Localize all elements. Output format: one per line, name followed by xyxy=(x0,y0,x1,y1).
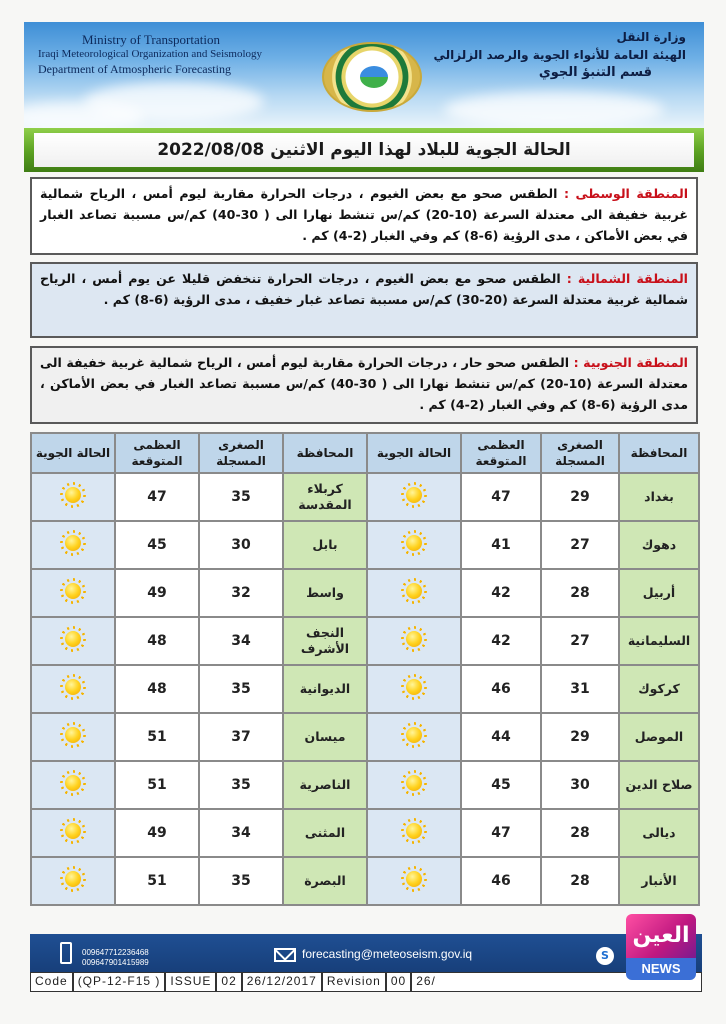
table-row xyxy=(31,857,699,905)
max-temp-cell: 42 xyxy=(461,569,541,617)
organization-line-ar: الهيئة العامة للأنواء الجوية والرصد الزلزالي xyxy=(433,48,686,62)
news-watermark-logo xyxy=(626,914,696,984)
table-row xyxy=(31,713,699,761)
governorate-cell: الناصرية xyxy=(283,761,367,809)
header-max: العظمى المتوقعة xyxy=(115,433,199,473)
max-temp-cell: 47 xyxy=(461,473,541,521)
governorate-cell: دهوك xyxy=(619,521,699,569)
max-temp-cell: 45 xyxy=(461,761,541,809)
header-banner xyxy=(24,22,704,128)
sun-icon xyxy=(60,626,86,652)
governorate-cell: كركوك xyxy=(619,665,699,713)
min-temp-cell: 30 xyxy=(199,521,283,569)
table-row xyxy=(31,473,699,521)
issue-value: 02 xyxy=(217,973,242,991)
issue-date: 26/12/2017 xyxy=(243,973,323,991)
governorate-cell: ميسان xyxy=(283,713,367,761)
min-temp-cell: 34 xyxy=(199,809,283,857)
header-max: العظمى المتوقعة xyxy=(461,433,541,473)
forecast-south xyxy=(30,346,698,424)
sun-icon xyxy=(401,482,427,508)
max-temp-cell: 51 xyxy=(115,713,199,761)
sun-icon xyxy=(60,674,86,700)
sun-icon xyxy=(60,818,86,844)
weather-cell xyxy=(367,569,461,617)
max-temp-cell: 48 xyxy=(115,617,199,665)
table-row xyxy=(31,521,699,569)
ministry-line: Ministry of Transportation xyxy=(82,32,220,47)
max-temp-cell: 47 xyxy=(461,809,541,857)
sun-icon xyxy=(401,866,427,892)
sun-icon xyxy=(60,578,86,604)
region-name: المنطقة الشمالية : xyxy=(566,271,688,286)
weather-cell xyxy=(31,521,115,569)
weather-cell xyxy=(31,809,115,857)
header-min: الصغرى المسجلة xyxy=(199,433,283,473)
region-text: الطقس صحو حار ، درجات الحرارة مقاربة ليوم أمس ، الرياح شمالية غربية خفيفة الى معتدلة السرعة (10-20) كم/س تنشط نهارا الى ( 30-40) كم/س مسببة تصاعد الغبار في بعض الأماكن ، مدى الرؤية (6-8) كم وفي الغبار (2-4) كم . xyxy=(40,355,688,412)
min-temp-cell: 28 xyxy=(541,809,619,857)
department-line: Department of Atmospheric Forecasting xyxy=(38,62,231,76)
max-temp-cell: 51 xyxy=(115,761,199,809)
skype-icon: S xyxy=(596,947,614,965)
cloud-decoration xyxy=(444,92,664,128)
weather-cell xyxy=(367,473,461,521)
min-temp-cell: 37 xyxy=(199,713,283,761)
governorate-cell: الديوانية xyxy=(283,665,367,713)
governorate-cell: البصرة xyxy=(283,857,367,905)
max-temp-cell: 45 xyxy=(115,521,199,569)
min-temp-cell: 32 xyxy=(199,569,283,617)
min-temp-cell: 30 xyxy=(541,761,619,809)
weather-cell xyxy=(31,761,115,809)
weather-cell xyxy=(31,857,115,905)
min-temp-cell: 27 xyxy=(541,617,619,665)
table-row xyxy=(31,569,699,617)
weather-cell xyxy=(367,809,461,857)
mail-icon xyxy=(274,948,296,962)
max-temp-cell: 42 xyxy=(461,617,541,665)
department-line-ar: قسم التنبؤ الجوي xyxy=(538,65,652,80)
max-temp-cell: 49 xyxy=(115,569,199,617)
issue-label: ISSUE xyxy=(166,973,217,991)
phone-number: 009647712236468 xyxy=(82,948,149,957)
region-text: الطقس صحو مع بعض الغيوم ، درجات الحرارة تنخفض قليلا عن يوم أمس ، الرياح شمالية غربية معتدلة السرعة (20-30) كم/س مسببة تصاعد غبار خفيف ، مدى الرؤية (6-8) كم . xyxy=(40,271,688,307)
region-name: المنطقة الوسطى : xyxy=(563,186,689,201)
sun-icon xyxy=(401,578,427,604)
sun-icon xyxy=(401,530,427,556)
min-temp-cell: 28 xyxy=(541,569,619,617)
governorate-cell: واسط xyxy=(283,569,367,617)
ministry-line-ar: وزارة النقل xyxy=(616,30,686,44)
weather-cell xyxy=(31,665,115,713)
governorate-cell: الأنبار xyxy=(619,857,699,905)
revision-date: 26/ xyxy=(416,974,436,988)
document-code-bar xyxy=(30,972,702,992)
sun-icon xyxy=(401,818,427,844)
min-temp-cell: 35 xyxy=(199,473,283,521)
weather-cell xyxy=(367,761,461,809)
revision-label: Revision xyxy=(323,973,387,991)
sun-icon xyxy=(60,530,86,556)
forecast-central xyxy=(30,177,698,255)
governorate-cell: النجف الأشرف xyxy=(283,617,367,665)
code-value: (QP-12-F15 ) xyxy=(74,973,167,991)
max-temp-cell: 46 xyxy=(461,665,541,713)
governorate-cell: السليمانية xyxy=(619,617,699,665)
organization-logo xyxy=(322,42,422,112)
revision-value: 00 xyxy=(387,973,412,991)
footer-bar xyxy=(30,934,702,972)
sun-icon xyxy=(401,674,427,700)
sun-icon xyxy=(401,770,427,796)
table-row xyxy=(31,809,699,857)
max-temp-cell: 49 xyxy=(115,809,199,857)
weather-cell xyxy=(31,569,115,617)
sun-icon xyxy=(401,722,427,748)
phone-icon xyxy=(60,942,72,964)
header-weather: الحالة الجوية xyxy=(31,433,115,473)
weather-cell xyxy=(367,713,461,761)
weather-cell xyxy=(31,473,115,521)
sun-icon xyxy=(60,482,86,508)
weather-cell xyxy=(367,857,461,905)
min-temp-cell: 31 xyxy=(541,665,619,713)
table-row xyxy=(31,617,699,665)
min-temp-cell: 29 xyxy=(541,713,619,761)
governorate-cell: أربيل xyxy=(619,569,699,617)
ministry-name-ar xyxy=(434,28,686,82)
max-temp-cell: 47 xyxy=(115,473,199,521)
governorate-cell: بابل xyxy=(283,521,367,569)
min-temp-cell: 35 xyxy=(199,761,283,809)
header-min: الصغرى المسجلة xyxy=(541,433,619,473)
governorate-cell: ديالى xyxy=(619,809,699,857)
table-row xyxy=(31,761,699,809)
organization-line: Iraqi Meteorological Organization and Seismology xyxy=(38,48,263,60)
sun-icon xyxy=(60,770,86,796)
weather-cell xyxy=(31,617,115,665)
phone-number: 009647901415989 xyxy=(82,958,149,967)
table-header-row xyxy=(31,433,699,473)
email-link[interactable]: forecasting@meteoseism.gov.iq xyxy=(302,947,473,961)
weather-cell xyxy=(367,665,461,713)
header-weather: الحالة الجوية xyxy=(367,433,461,473)
governorate-cell: بغداد xyxy=(619,473,699,521)
sun-icon xyxy=(60,866,86,892)
temperature-table xyxy=(30,432,700,906)
governorate-cell: المثنى xyxy=(283,809,367,857)
phone-numbers xyxy=(82,948,149,968)
weather-cell xyxy=(367,521,461,569)
region-text: الطقس صحو مع بعض الغيوم ، درجات الحرارة مقاربة ليوم أمس ، الرياح شمالية غربية خفيفة الى معتدلة السرعة (10-20) كم/س تنشط نهارا الى ( 30-40) كم/س مسببة تصاعد الغبار في بعض الأماكن ، مدى الرؤية (6-8) كم وفي الغبار (2-4) كم . xyxy=(40,186,688,243)
min-temp-cell: 35 xyxy=(199,857,283,905)
min-temp-cell: 35 xyxy=(199,665,283,713)
min-temp-cell: 29 xyxy=(541,473,619,521)
max-temp-cell: 51 xyxy=(115,857,199,905)
max-temp-cell: 48 xyxy=(115,665,199,713)
max-temp-cell: 46 xyxy=(461,857,541,905)
governorate-cell: الموصل xyxy=(619,713,699,761)
sun-icon xyxy=(60,722,86,748)
header-governorate: المحافظة xyxy=(283,433,367,473)
title-bar xyxy=(24,128,704,172)
code-label: Code xyxy=(31,973,74,991)
governorate-cell: صلاح الدين xyxy=(619,761,699,809)
weather-cell xyxy=(367,617,461,665)
forecast-north xyxy=(30,262,698,338)
sun-icon xyxy=(401,626,427,652)
page-title: الحالة الجوية للبلاد لهذا اليوم الاثنين 2022/08/08 xyxy=(34,133,694,167)
governorate-cell: كربلاء المقدسة xyxy=(283,473,367,521)
min-temp-cell: 28 xyxy=(541,857,619,905)
weather-cell xyxy=(31,713,115,761)
min-temp-cell: 27 xyxy=(541,521,619,569)
watermark-top: العين xyxy=(626,914,696,958)
region-name: المنطقة الجنوبية : xyxy=(573,355,688,370)
table-row xyxy=(31,665,699,713)
watermark-bottom: NEWS xyxy=(626,958,696,980)
ministry-name-en xyxy=(38,32,262,77)
min-temp-cell: 34 xyxy=(199,617,283,665)
max-temp-cell: 41 xyxy=(461,521,541,569)
max-temp-cell: 44 xyxy=(461,713,541,761)
header-governorate: المحافظة xyxy=(619,433,699,473)
